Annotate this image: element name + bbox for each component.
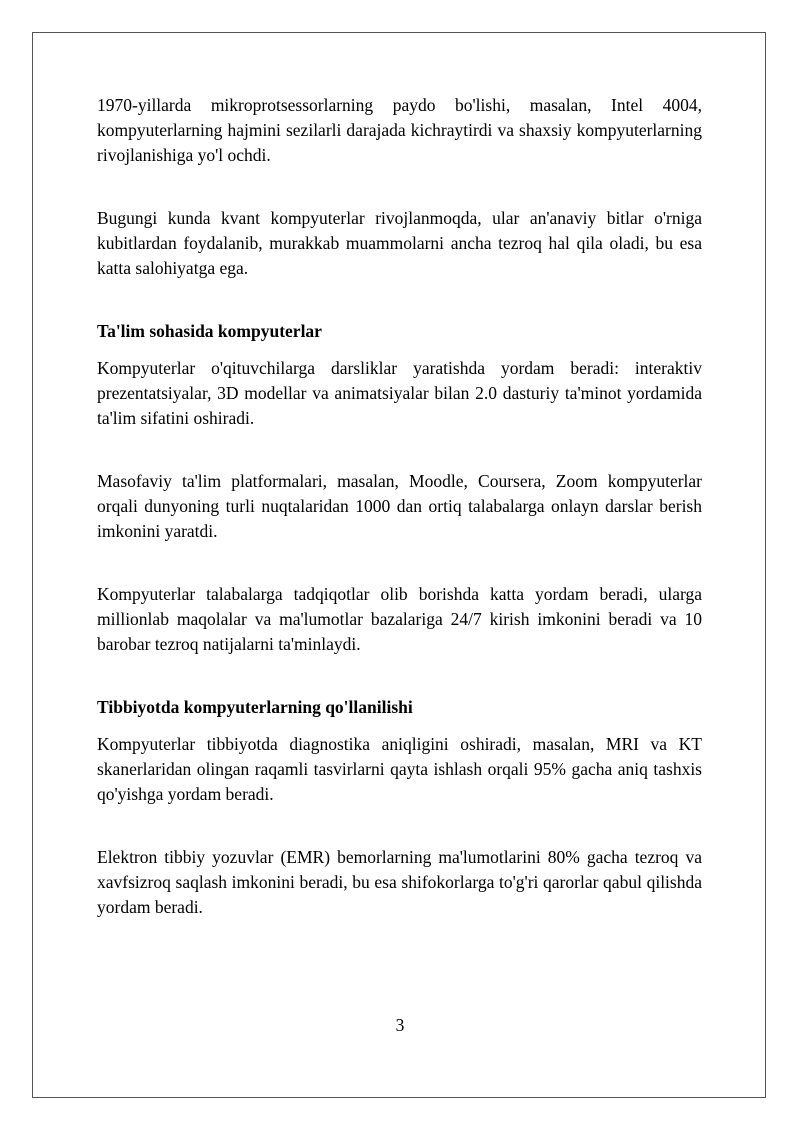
intro-paragraph-1: 1970-yillarda mikroprotsessorlarning paydo bo'lishi, masalan, Intel 4004, kompyuterlarning hajmini sezilarli darajada kichraytirdi va shaxsiy kompyuterlarning rivojlanishiga yo'l ochdi. bbox=[97, 95, 702, 165]
medicine-paragraph-2: Elektron tibbiy yozuvlar (EMR) bemorlarning ma'lumotlarini 80% gacha tezroq va xavfsizroq saqlash imkonini beradi, bu esa shifokorlarga to'g'ri qarorlar qabul qilishda yordam beradi. bbox=[97, 847, 702, 917]
education-paragraph-2: Masofaviy ta'lim platformalari, masalan, Moodle, Coursera, Zoom kompyuterlar orqali dunyoning turli nuqtalaridan 1000 dan ortiq talabalarga onlayn darslar berish imkonini yaratdi. bbox=[97, 471, 702, 541]
section-heading-education: Ta'lim sohasida kompyuterlar bbox=[97, 321, 322, 341]
education-paragraph-1: Kompyuterlar o'qituvchilarga darsliklar yaratishda yordam beradi: interaktiv prezentatsiyalar, 3D modellar va animatsiyalar bilan 2.0 dasturiy ta'minot yordamida ta'lim sifatini oshiradi. bbox=[97, 358, 702, 428]
intro-paragraph-2: Bugungi kunda kvant kompyuterlar rivojlanmoqda, ular an'anaviy bitlar o'rniga kubitlardan foydalanib, murakkab muammolarni ancha tezroq hal qila oladi, bu esa katta salohiyatga ega. bbox=[97, 208, 702, 278]
section-heading-medicine: Tibbiyotda kompyuterlarning qo'llanilishi bbox=[97, 697, 413, 717]
page-content bbox=[97, 93, 702, 920]
education-paragraph-3: Kompyuterlar talabalarga tadqiqotlar olib borishda katta yordam beradi, ularga millionlab maqolalar va ma'lumotlar bazalariga 24/7 kirish imkonini beradi va 10 barobar tezroq natijalarni ta'minlaydi. bbox=[97, 584, 702, 654]
page-number: 3 bbox=[395, 1015, 405, 1035]
medicine-paragraph-1: Kompyuterlar tibbiyotda diagnostika aniqligini oshiradi, masalan, MRI va KT skanerlaridan olingan raqamli tasvirlarni qayta ishlash orqali 95% gacha aniq tashxis qo'yishga yordam beradi. bbox=[97, 734, 702, 804]
